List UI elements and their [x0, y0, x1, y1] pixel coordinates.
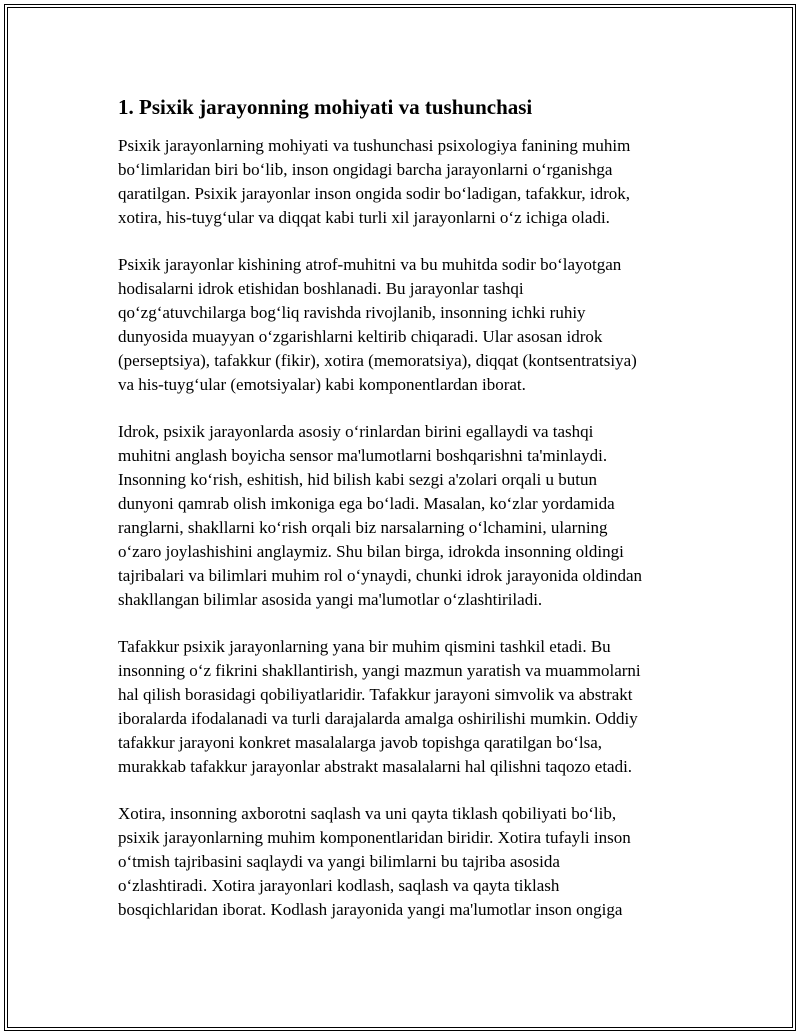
text-line: hodisalarni idrok etishidan boshlanadi. Bu jarayonlar tashqi — [118, 279, 524, 298]
text-line: iboralarda ifodalanadi va turli darajalarda amalga oshirilishi mumkin. Oddiy — [118, 709, 638, 728]
section-heading: 1. Psixik jarayonning mohiyati va tushunchasi — [118, 95, 533, 119]
text-line: Psixik jarayonlarning mohiyati va tushunchasi psixologiya fanining muhim — [118, 136, 631, 155]
paragraph-4 — [118, 635, 690, 779]
text-line: Xotira, insonning axborotni saqlash va uni qayta tiklash qobiliyati bo‘lib, — [118, 804, 617, 823]
text-line: xotira, his-tuyg‘ular va diqqat kabi turli xil jarayonlarni o‘z ichiga oladi. — [118, 208, 610, 227]
text-line: (perseptsiya), tafakkur (fikir), xotira (memoratsiya), diqqat (kontsentratsiya) — [118, 351, 637, 370]
text-line: o‘zaro joylashishini anglaymiz. Shu bilan birga, idrokda insonning oldingi — [118, 542, 624, 561]
text-line: o‘tmish tajribasini saqlaydi va yangi bilimlarni bu tajriba asosida — [118, 852, 560, 871]
text-line: Psixik jarayonlar kishining atrof-muhitni va bu muhitda sodir bo‘layotgan — [118, 255, 622, 274]
paragraph-1 — [118, 134, 690, 230]
paragraph-3 — [118, 420, 690, 612]
text-line: Tafakkur psixik jarayonlarning yana bir muhim qismini tashkil etadi. Bu — [118, 637, 611, 656]
text-line: psixik jarayonlarning muhim komponentlaridan biridir. Xotira tufayli inson — [118, 828, 631, 847]
text-line: qo‘zg‘atuvchilarga bog‘liq ravishda rivojlanib, insonning ichki ruhiy — [118, 303, 586, 322]
text-line: insonning o‘z fikrini shakllantirish, yangi mazmun yaratish va muammolarni — [118, 661, 641, 680]
text-line: muhitni anglash boyicha sensor ma'lumotlarni boshqarishni ta'minlaydi. — [118, 446, 608, 465]
text-line: hal qilish borasidagi qobiliyatlaridir. Tafakkur jarayoni simvolik va abstrakt — [118, 685, 633, 704]
text-line: dunyosida muayyan o‘zgarishlarni keltirib chiqaradi. Ular asosan idrok — [118, 327, 603, 346]
text-line: Idrok, psixik jarayonlarda asosiy o‘rinlardan birini egallaydi va tashqi — [118, 422, 594, 441]
text-line: murakkab tafakkur jarayonlar abstrakt masalalarni hal qilishni taqozo etadi. — [118, 757, 633, 776]
paragraph-5 — [118, 802, 690, 922]
text-line: Insonning ko‘rish, eshitish, hid bilish kabi sezgi a'zolari orqali u butun — [118, 470, 597, 489]
text-line: dunyoni qamrab olish imkoniga ega bo‘ladi. Masalan, ko‘zlar yordamida — [118, 494, 615, 513]
text-line: va his-tuyg‘ular (emotsiyalar) kabi komponentlardan iborat. — [118, 375, 526, 394]
text-line: o‘zlashtiradi. Xotira jarayonlari kodlash, saqlash va qayta tiklash — [118, 876, 560, 895]
paragraph-2 — [118, 253, 690, 397]
text-line: bosqichlaridan iborat. Kodlash jarayonida yangi ma'lumotlar inson ongiga — [118, 900, 623, 919]
text-line: qaratilgan. Psixik jarayonlar inson ongida sodir bo‘ladigan, tafakkur, idrok, — [118, 184, 631, 203]
text-line: bo‘limlaridan biri bo‘lib, inson ongidagi barcha jarayonlarni o‘rganishga — [118, 160, 613, 179]
document-body — [118, 94, 690, 945]
text-line: shakllangan bilimlar asosida yangi ma'lumotlar o‘zlashtiriladi. — [118, 590, 543, 609]
text-line: tafakkur jarayoni konkret masalalarga javob topishga qaratilgan bo‘lsa, — [118, 733, 603, 752]
text-line: tajribalari va bilimlari muhim rol o‘ynaydi, chunki idrok jarayonida oldindan — [118, 566, 643, 585]
text-line: ranglarni, shakllarni ko‘rish orqali biz narsalarning o‘lchamini, ularning — [118, 518, 608, 537]
